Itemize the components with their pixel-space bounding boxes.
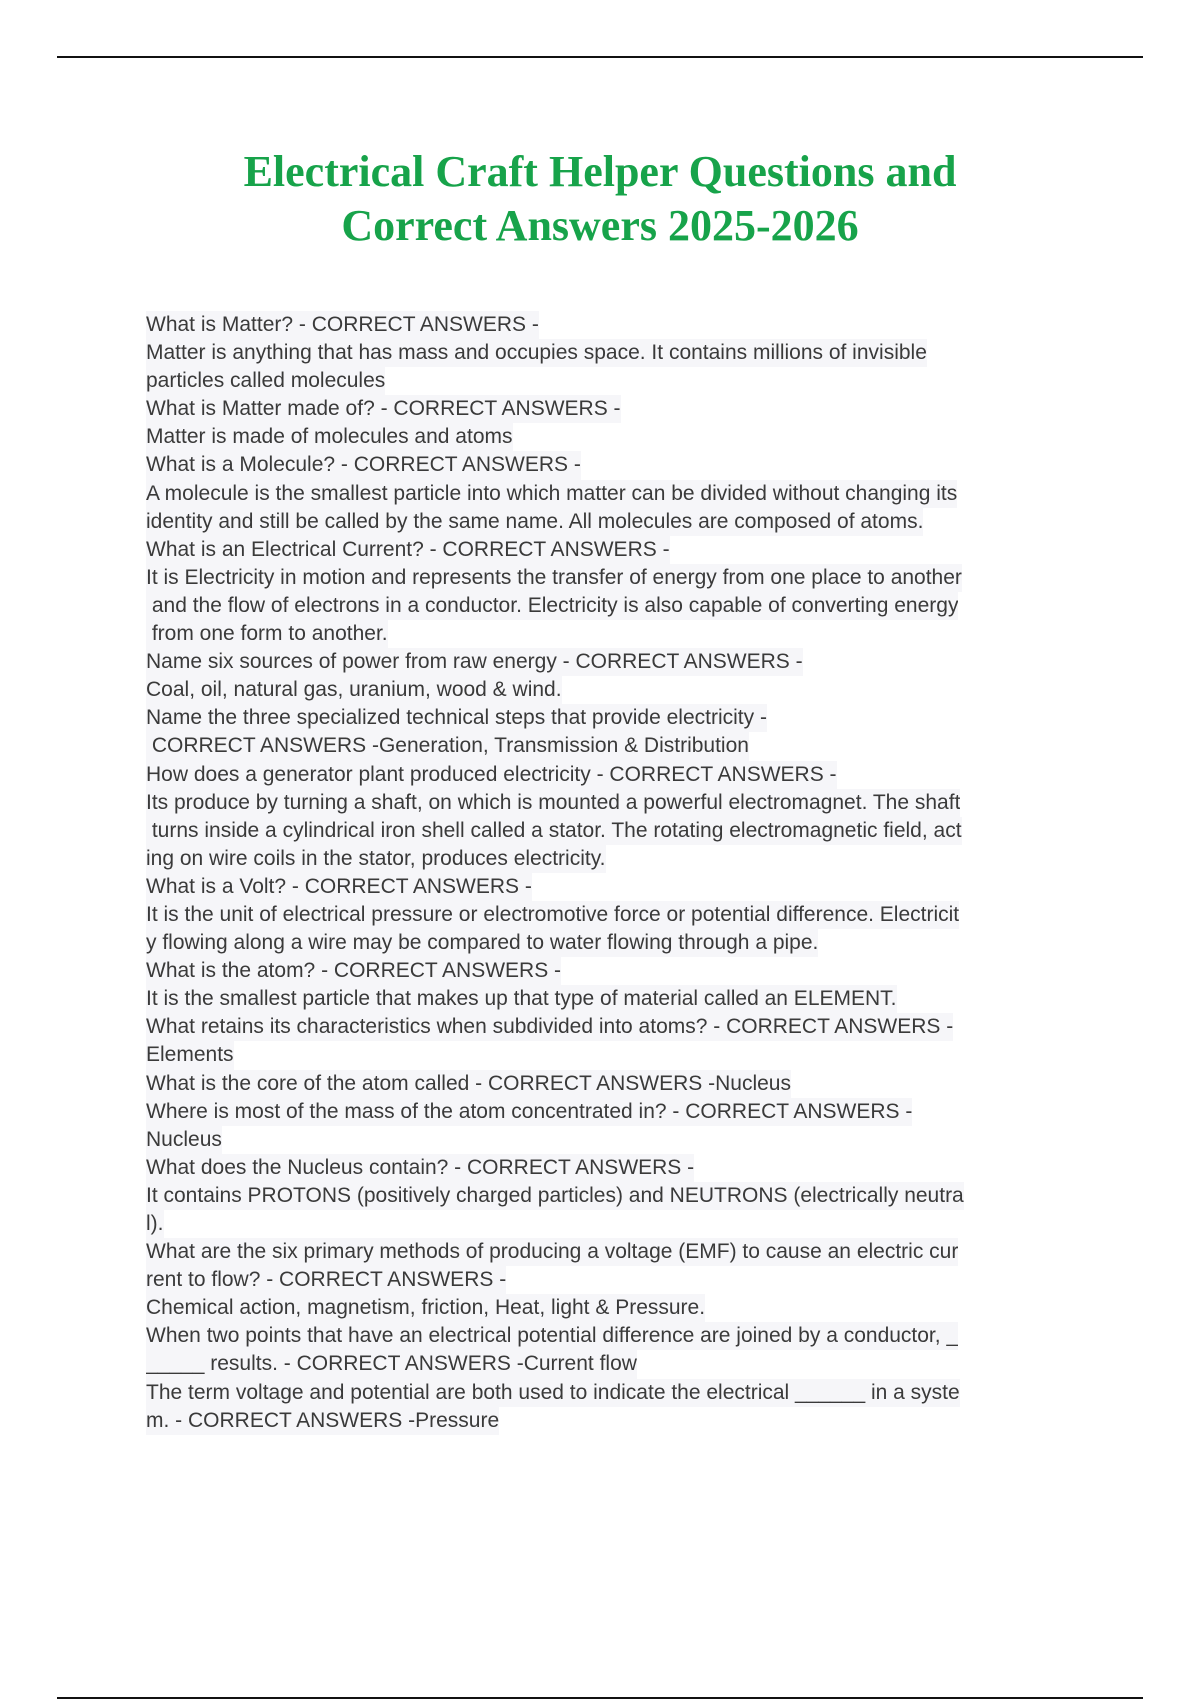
text-line: The term voltage and potential are both used to indicate the electrical ______ in a syste [146, 1379, 960, 1407]
text-line: What is a Volt? - CORRECT ANSWERS - [146, 873, 532, 901]
text-line: CORRECT ANSWERS -Generation, Transmission & Distribution [146, 732, 749, 760]
text-line: What is an Electrical Current? - CORRECT ANSWERS - [146, 536, 670, 564]
text-line: Matter is anything that has mass and occupies space. It contains millions of invisible [146, 339, 927, 367]
text-line: What are the six primary methods of producing a voltage (EMF) to cause an electric cur [146, 1238, 958, 1266]
text-line: l). [146, 1210, 164, 1238]
top-rule [57, 56, 1143, 58]
text-line: Where is most of the mass of the atom concentrated in? - CORRECT ANSWERS - [146, 1098, 912, 1126]
text-line: Chemical action, magnetism, friction, Heat, light & Pressure. [146, 1294, 705, 1322]
text-line: particles called molecules [146, 367, 385, 395]
title-line-2: Correct Answers 2025-2026 [341, 201, 859, 250]
text-line: Elements [146, 1041, 234, 1069]
text-line: Its produce by turning a shaft, on which is mounted a powerful electromagnet. The shaft [146, 789, 960, 817]
title-line-1: Electrical Craft Helper Questions and [243, 147, 957, 196]
text-line: When two points that have an electrical potential difference are joined by a conductor, _ [146, 1322, 958, 1350]
text-line: Name six sources of power from raw energy - CORRECT ANSWERS - [146, 648, 803, 676]
text-line: rent to flow? - CORRECT ANSWERS - [146, 1266, 506, 1294]
text-line: ing on wire coils in the stator, produces electricity. [146, 845, 606, 873]
text-line: It is the unit of electrical pressure or electromotive force or potential difference. Electricit [146, 901, 959, 929]
text-line: What is Matter? - CORRECT ANSWERS - [146, 311, 539, 339]
text-line: What is Matter made of? - CORRECT ANSWERS - [146, 395, 621, 423]
text-line: Name the three specialized technical steps that provide electricity - [146, 704, 767, 732]
text-line: Coal, oil, natural gas, uranium, wood & wind. [146, 676, 562, 704]
text-line: What is a Molecule? - CORRECT ANSWERS - [146, 451, 581, 479]
text-line: What is the core of the atom called - CORRECT ANSWERS -Nucleus [146, 1070, 791, 1098]
text-line: What does the Nucleus contain? - CORRECT ANSWERS - [146, 1154, 694, 1182]
text-line: Matter is made of molecules and atoms [146, 423, 513, 451]
text-line: What is the atom? - CORRECT ANSWERS - [146, 957, 561, 985]
qa-body [146, 311, 1091, 1435]
text-line: _____ results. - CORRECT ANSWERS -Current flow [146, 1350, 637, 1378]
text-line: Nucleus [146, 1126, 222, 1154]
document-title [100, 145, 1100, 253]
text-line: It is the smallest particle that makes up that type of material called an ELEMENT. [146, 985, 897, 1013]
bottom-rule [57, 1697, 1143, 1699]
text-line: turns inside a cylindrical iron shell called a stator. The rotating electromagnetic field, act [146, 817, 962, 845]
text-line: What retains its characteristics when subdivided into atoms? - CORRECT ANSWERS - [146, 1013, 953, 1041]
text-line: It contains PROTONS (positively charged particles) and NEUTRONS (electrically neutra [146, 1182, 964, 1210]
text-line: It is Electricity in motion and represents the transfer of energy from one place to another [146, 564, 962, 592]
text-line: y flowing along a wire may be compared to water flowing through a pipe. [146, 929, 818, 957]
text-line: from one form to another. [146, 620, 388, 648]
text-line: m. - CORRECT ANSWERS -Pressure [146, 1407, 499, 1435]
text-line: A molecule is the smallest particle into which matter can be divided without changing its [146, 480, 957, 508]
text-line: identity and still be called by the same name. All molecules are composed of atoms. [146, 508, 923, 536]
text-line: How does a generator plant produced electricity - CORRECT ANSWERS - [146, 761, 837, 789]
text-line: and the flow of electrons in a conductor. Electricity is also capable of converting energy [146, 592, 958, 620]
